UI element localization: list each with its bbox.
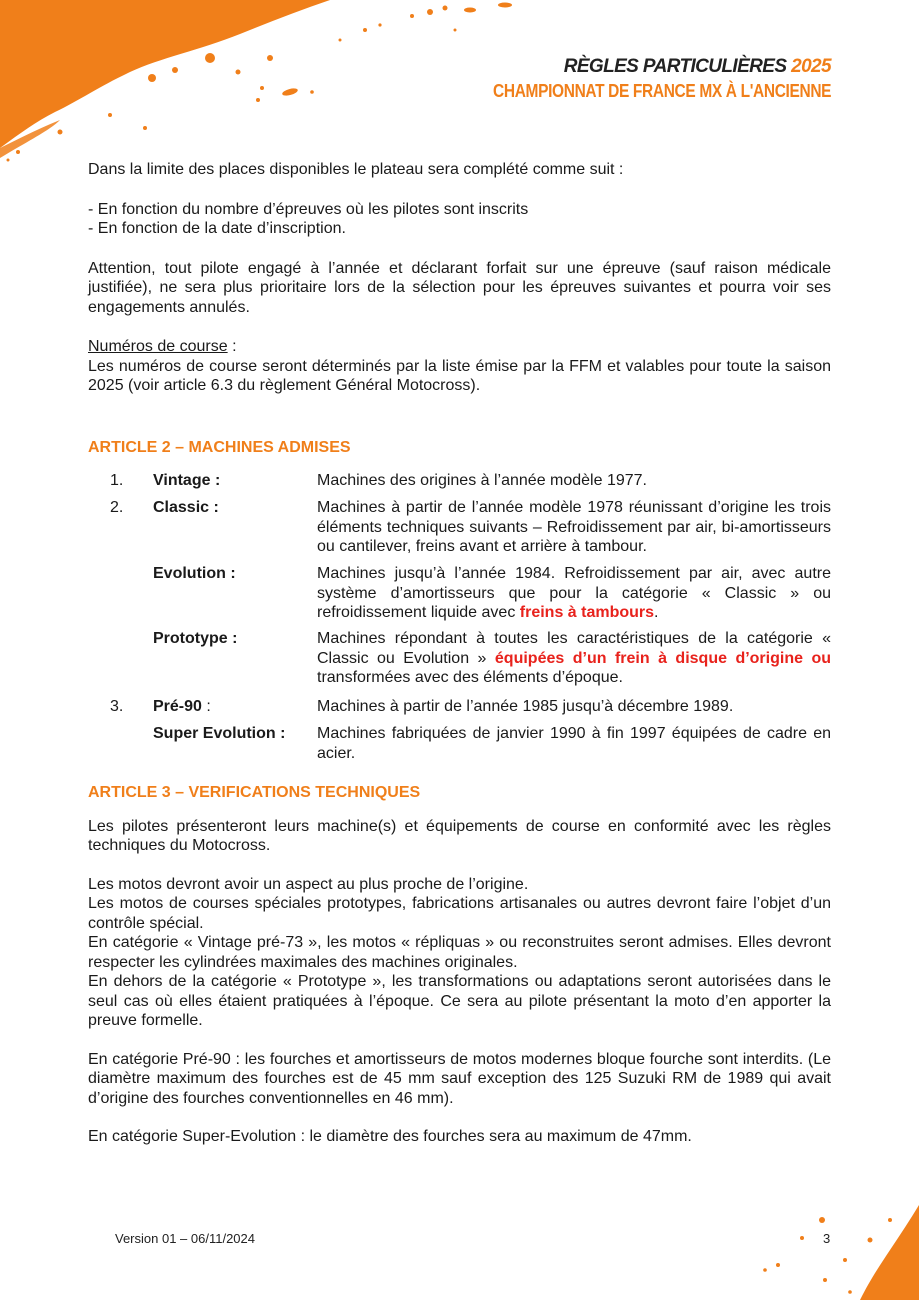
item-number: 1. (110, 472, 124, 489)
item-number: 3. (110, 698, 124, 715)
header-title (438, 55, 831, 79)
orange-splash-corner-decoration (750, 1200, 919, 1300)
item-label: Classic : (153, 499, 219, 516)
article-2-heading: ARTICLE 2 – MACHINES ADMISES (88, 439, 351, 456)
numeros-colon: : (227, 338, 237, 355)
item-label: Prototype : (153, 630, 238, 647)
attention-paragraph: Attention, tout pilote engagé à l’année et déclarant forfait sur une épreuve (sauf raison médicale justifiée), ne sera plus prioritaire lors de la sélection pour les épreuves suivantes et pourra voir ses engagements annulés. (88, 259, 831, 316)
item-number: 2. (110, 499, 124, 516)
bullet-item: - En fonction du nombre d’épreuves où les pilotes sont inscrits (88, 200, 529, 218)
item-label-colon: : (201, 698, 211, 715)
machines-list (88, 471, 831, 771)
header-title-main: RÈGLES PARTICULIÈRES (563, 56, 787, 77)
footer-version: Version 01 – 06/11/2024 (115, 1231, 255, 1246)
highlight-text: freins à tambours (519, 604, 655, 621)
description-text: Machines répondant à toutes les caractéristiques de la catégorie « Classic ou Evolution » (317, 630, 831, 667)
intro-paragraph: Dans la limite des places disponibles le plateau sera complété comme suit : (88, 161, 624, 178)
paragraph: En catégorie Super-Evolution : le diamètre des fourches sera au maximum de 47mm. (88, 1128, 692, 1145)
intro-section (88, 160, 831, 396)
page-number: 3 (823, 1231, 831, 1246)
item-description: Machines à partir de l’année 1985 jusqu’à décembre 1989. (317, 698, 734, 715)
paragraph: En catégorie Pré-90 : les fourches et amortisseurs de motos modernes bloque fourche sont interdits. (Le diamètre maximum des fourches est de 45 mm sauf exception des 125 Suzuki RM de 1989 qui avait d’origine des fourches conventionnelles en 46 mm). (88, 1050, 831, 1107)
bullet-item: - En fonction de la date d’inscription. (88, 220, 346, 237)
item-label (153, 697, 211, 717)
highlight-text: équipées d’un frein à disque d’origine ou (494, 649, 832, 667)
paragraph: Les motos de courses spéciales prototypes, fabrications artisanales ou autres devront faire l’objet d’un contrôle spécial. (88, 895, 831, 932)
paragraph: Les motos devront avoir un aspect au plus proche de l’origine. (88, 875, 529, 893)
paragraph: En catégorie « Vintage pré-73 », les motos « répliquas » ou reconstruites seront admises. Elles devront respecter les cylindrées maximales des machines originales. (88, 934, 831, 971)
item-label: Vintage : (153, 472, 221, 489)
description-text: transformées avec des éléments d’époque. (317, 669, 623, 686)
header-title-year: 2025 (791, 56, 831, 77)
header-subtitle: CHAMPIONNAT DE FRANCE MX À L'ANCIENNE (492, 81, 831, 101)
item-label: Evolution : (153, 565, 236, 582)
article-2-section (88, 438, 831, 458)
paragraph: Les pilotes présenteront leurs machine(s) et équipements de course en conformité avec les règles techniques du Motocross. (88, 817, 831, 854)
numeros-heading (88, 337, 831, 357)
item-description: Machines fabriquées de janvier 1990 à fin 1997 équipées de cadre en acier. (317, 725, 831, 762)
description-text: Machines jusqu’à l’année 1984. Refroidissement par air, avec autre système d’amortisseurs que pour la catégorie « Classic » ou refroidissement liquide avec (317, 565, 831, 621)
item-label: Super Evolution : (153, 725, 286, 742)
description-text: . (654, 604, 659, 621)
paragraph: En dehors de la catégorie « Prototype », les transformations ou adaptations seront autorisées dans le seul cas où elles étaient pratiquées à l’époque. Ce sera au pilote présentant la moto d’en apporter la preuve formelle. (88, 973, 831, 1029)
item-description: Machines à partir de l’année modèle 1978 réunissant d’origine les trois éléments techniques suivants – Refroidissement par air, bi-amortisseurs ou cantilever, freins avant et arrière à tambour. (317, 499, 831, 555)
item-label-bold: Pré-90 (153, 698, 202, 715)
article-3-section (88, 783, 831, 1147)
numeros-paragraph: Les numéros de course seront déterminés par la liste émise par la FFM et valables pour toute la saison 2025 (voir article 6.3 du règlement Général Motocross). (88, 357, 831, 394)
item-description (317, 564, 831, 623)
item-description: Machines des origines à l’année modèle 1977. (317, 472, 647, 489)
numeros-label: Numéros de course (88, 338, 228, 355)
article-3-heading: ARTICLE 3 – VERIFICATIONS TECHNIQUES (88, 784, 421, 801)
item-description (317, 629, 831, 688)
document-header (438, 55, 831, 103)
